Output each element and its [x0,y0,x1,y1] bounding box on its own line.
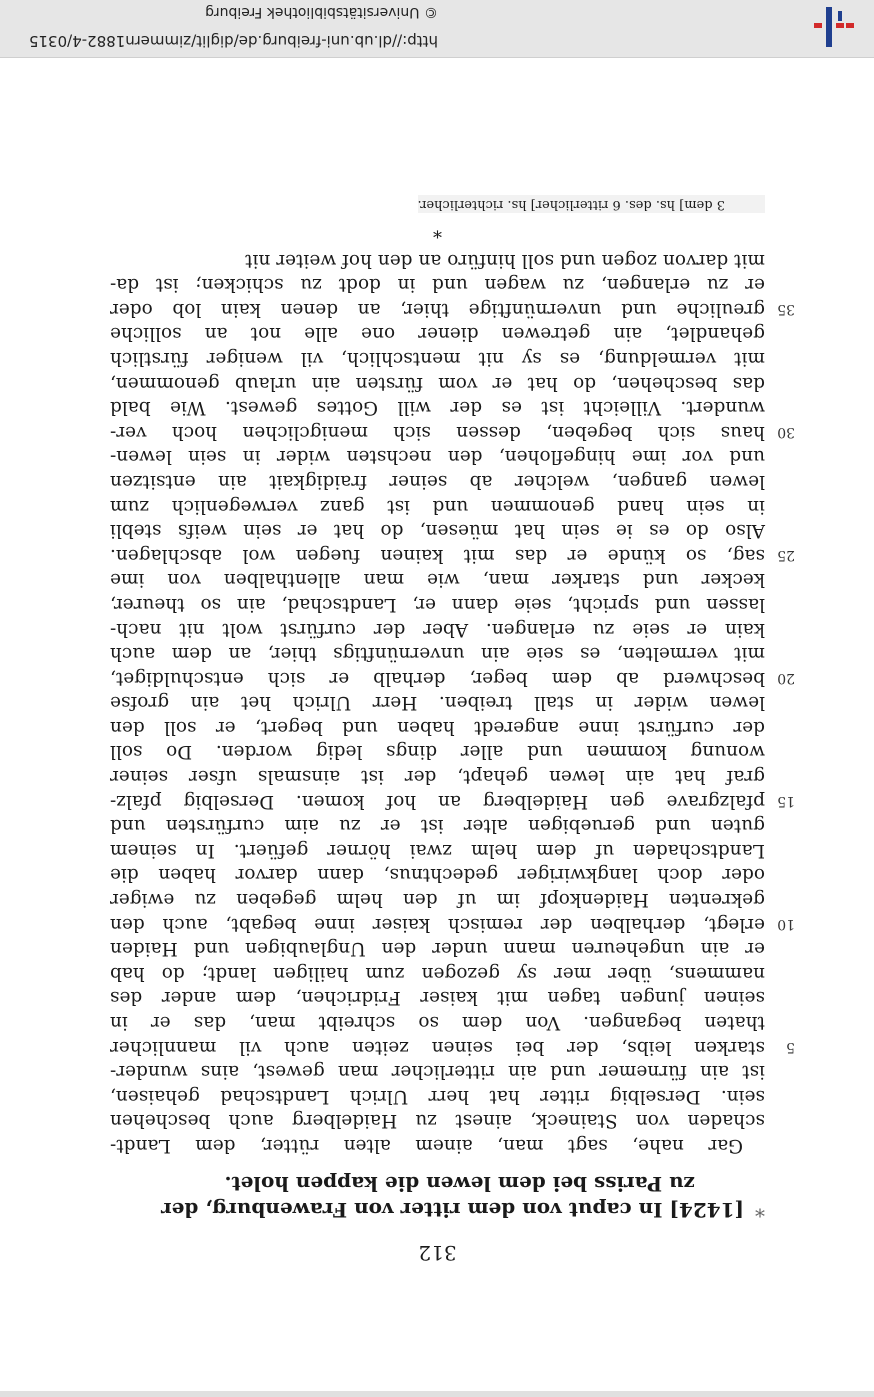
text-line: Landtschaden uf dem helm zwai hörner gefüert. In seinem [110,839,765,861]
text-line: Also do es ie sein hat müesen, do hat er sein weifs stebli [110,520,765,542]
footnote-separator: * [433,220,442,242]
text-line: der curfürst inne angeredt haben und begert, er soll den [110,716,765,738]
text-line: lassen und spricht, seie dann er, Landtschad, ain so theurer, [110,593,765,615]
text-line: gekrenten Haidenkopf im uf den helm gegeben zu ewiger [110,889,765,911]
body-text [110,247,795,1157]
text-line: lewen gangen, welcher ab seiner fraidigkait ain entsitzen [110,470,765,492]
text-line: oder doch langkwiriger gedechtnus, dann darvor haben die [110,864,765,886]
text-line: wundert. Villeicht ist es der will Gottes gewest. Wie bald [110,397,765,419]
line-number: 10 [777,915,795,932]
text-line: mit vermelten, es seie ain unvernünftigs thier, an dem auch [110,643,765,665]
text-line: starken leibs, der bei seinen zeiten auch vil mannlicher 5 [110,1034,765,1059]
library-header-bar [0,0,874,58]
line-number: 5 [786,1038,795,1055]
text-line: ist ain fürnemer und ain ritterlicher man gewest, ains wunder- [110,1061,765,1083]
heading-star: * [755,1198,765,1222]
text-line: kecker und starker man, wie man allenthalben von ime [110,569,765,591]
text-line: schaden von Staineck, ainest zu Haidelberg auch beschehen [110,1110,765,1132]
text-line: in sein hand genommen und ist ganz verwegenlich zum [110,495,765,517]
text-line: wonung kommen und aller dings ledig worden. Do soll [110,741,765,763]
text-line: lewen wider in stall treiben. Herr Ulrich het ain grofse [110,692,765,714]
line-number: 20 [777,669,795,686]
heading-line-1: [1424] In caput von dem ritter von Frawenburg, der [161,1198,745,1222]
text-line: gehandlet, ain getrewen diener one alle not an solliche [110,323,765,345]
text-line: guten und geruebigen alter ist er zu aim curfürsten und [110,815,765,837]
page-number: 312 [418,1241,457,1265]
scanned-page [110,185,795,1265]
footnote: 3 dem] hs. des. 6 ritterlicher] hs. richterlicher. [418,195,765,213]
line-number: 15 [777,792,795,809]
text-line: das beschehen, do hat er vom fürsten ain urlaub genommen, [110,372,765,394]
text-line: Gar nahe, sagt man, ainem alten rütter, dem Landt- [110,1135,743,1156]
text-line: er zu erlangen, zu wagen und in dodt zu schicken; ist da- [110,274,765,296]
text-line: er ain ungeheuren mann under den Unglaubigen und Haiden [110,938,765,960]
bottom-bar [0,1391,874,1397]
text-line: beschwerd ab dem beger, derhalb er sich entschuldiget, 20 [110,665,765,690]
text-line: und vor ime hingeflohen, den nechsten wider in sein lewen- [110,446,765,468]
chapter-heading [110,1171,765,1223]
text-line: haus sich begeben, dessen sich menigclichen hoch ver- 30 [110,419,765,444]
heading-line-2: zu Pariss bei dem lewen die kappen holet. [224,1172,695,1196]
text-line: kain er seie zu erlangen. Aber der curfürst wolt nit nach- [110,618,765,640]
line-number: 35 [777,300,795,317]
text-line: mit darvon zogen und soll hinfüro an den hof weiter nit [245,249,765,271]
text-line: graf hat ain lewen gehapt, der ist ainsmals ufser seiner [110,766,765,788]
text-line: pfalzgrave gen Haidelberg an hof komen. Derselbig pfalz- 15 [110,788,765,813]
text-line: erlegt, derhalben der remisch kaiser inne begabt, auch den 10 [110,911,765,936]
text-line: sein. Derselbig ritter hat herr Ulrich Landtschad gehaisen, [110,1085,765,1107]
text-line: sag, so künde er das mit kainen fuegen wol abschlagen. 25 [110,542,765,567]
document-url[interactable]: http://dl.ub.uni-freiburg.de/diglit/zimmern1882-4/0315 [28,32,438,50]
text-line: seinen jungen tagen mit kaiser Fridrichen, dem ander des [110,987,765,1009]
line-number: 25 [777,546,795,563]
copyright-text: © Universitätsbibliothek Freiburg [205,4,438,20]
line-number: 30 [777,423,795,440]
logo-graphic [812,5,856,49]
text-line: thaten begangen. Von dem so schreibt man, das er in [110,1012,765,1034]
text-line: greuliche und unvernünftige thier, an denen kain lob oder 35 [110,296,765,321]
text-line: nammens, über mer sy gezogen zum hailigen landt; do hab [110,962,765,984]
ub-freiburg-logo-icon[interactable] [812,5,856,49]
text-line: mit vermeldung, es sy nit mentschlich, vil weniger fürstlich [110,348,765,369]
